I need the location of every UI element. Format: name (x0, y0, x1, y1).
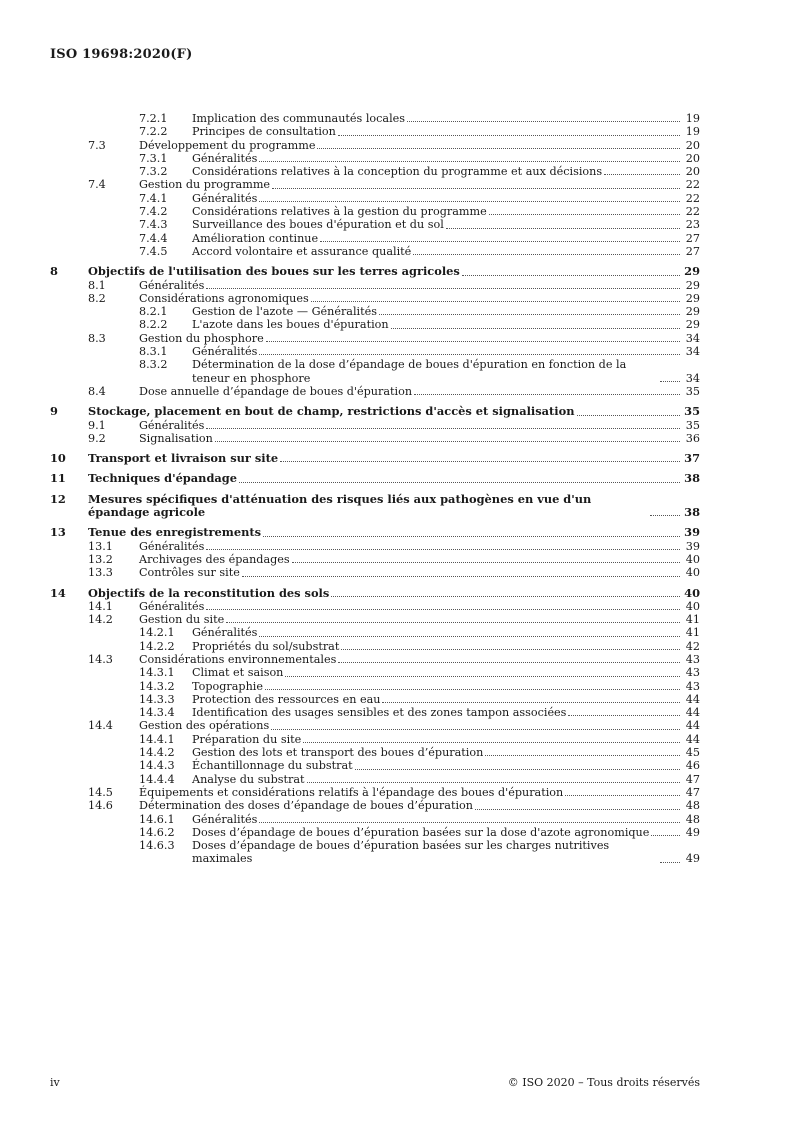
toc-entry-number: 12 (50, 491, 66, 506)
toc-entry-number: 13.3 (88, 566, 113, 580)
toc-entry-number: 11 (50, 471, 66, 486)
toc-entry-page: 48 (685, 799, 700, 813)
toc-entry-title: Principes de consultation (192, 125, 336, 139)
document-header: ISO 19698:2020(F) (50, 47, 193, 62)
dot-leader (265, 689, 680, 690)
toc-entry[interactable] (50, 786, 700, 799)
toc-entry[interactable] (50, 245, 700, 258)
toc-entry[interactable] (50, 719, 700, 732)
toc-entry[interactable] (50, 813, 700, 826)
toc-entry-page: 27 (685, 244, 700, 258)
toc-entry-number: 14.3.3 (139, 692, 175, 706)
toc-entry-title: Échantillonnage du substrat (192, 759, 353, 773)
toc-entry-page: 36 (685, 431, 700, 445)
toc-entry[interactable] (50, 279, 700, 292)
dot-leader (650, 515, 680, 516)
footer-copyright: © ISO 2020 – Tous droits réservés (507, 1076, 700, 1089)
toc-entry[interactable] (50, 165, 700, 178)
dot-leader (311, 301, 680, 302)
toc-entry-page: 20 (685, 165, 700, 179)
toc-entry-number: 8.3.1 (139, 345, 168, 359)
toc-entry-page: 22 (685, 191, 700, 205)
toc-entry[interactable] (50, 600, 700, 613)
toc-entry-number: 14.4.3 (139, 759, 175, 773)
toc-entry-page: 41 (685, 613, 700, 627)
toc-entry-page: 35 (684, 404, 700, 419)
toc-entry-number: 7.4.3 (139, 218, 168, 232)
toc-entry-page: 19 (685, 112, 700, 125)
toc-entry-page: 23 (685, 218, 700, 232)
toc-entry-number: 14.1 (88, 599, 113, 613)
toc-entry-title: Doses d’épandage de boues d’épuration basées sur les charges nutritives maximales (192, 839, 610, 866)
footer-page-number: iv (50, 1076, 60, 1089)
toc-entry[interactable] (50, 345, 700, 358)
toc-entry[interactable] (50, 385, 700, 398)
toc-entry-title: Considérations agronomiques (139, 291, 309, 305)
toc-entry[interactable] (50, 405, 700, 418)
dot-leader (292, 562, 680, 563)
dot-leader (485, 755, 680, 756)
toc-entry-page: 40 (685, 566, 700, 580)
dot-leader (259, 636, 680, 637)
dot-leader (391, 328, 680, 329)
toc-entry-page: 41 (685, 626, 700, 640)
toc-entry[interactable] (50, 493, 700, 520)
toc-entry-number: 8.4 (88, 384, 106, 398)
toc-entry-page: 40 (684, 585, 700, 600)
toc-entry[interactable] (50, 626, 700, 639)
dot-leader (462, 275, 680, 276)
toc-entry-page: 35 (685, 384, 700, 398)
toc-entry[interactable] (50, 432, 700, 445)
toc-entry-title: Gestion des lots et transport des boues d’épuration (192, 746, 484, 760)
dot-leader (475, 809, 680, 810)
toc-entry[interactable] (50, 178, 700, 191)
toc-entry-page: 47 (685, 785, 700, 799)
dot-leader (226, 622, 680, 623)
dot-leader (331, 596, 680, 597)
toc-entry-page: 44 (685, 692, 700, 706)
toc-entry-title: L'azote dans les boues d'épuration (192, 318, 389, 332)
toc-entry-title: Préparation du site (192, 732, 302, 746)
toc-entry-title: Généralités (139, 418, 205, 432)
toc-entry-title: Mesures spécifiques d'atténuation des risques liés aux pathogènes en vue d'un épandage agricole (88, 491, 592, 520)
toc-entry-page: 35 (685, 418, 700, 432)
toc-entry-page: 44 (685, 732, 700, 746)
toc-entry[interactable] (50, 746, 700, 759)
dot-leader (338, 135, 680, 136)
toc-entry[interactable] (50, 706, 700, 719)
toc-entry-number: 8.2.1 (139, 305, 168, 319)
toc-entry-page: 47 (685, 772, 700, 786)
toc-entry-title: Archivages des épandages (139, 552, 290, 566)
toc-entry-number: 14.4.4 (139, 772, 175, 786)
toc-entry[interactable] (50, 452, 700, 465)
toc-entry[interactable] (50, 232, 700, 245)
toc-entry-number: 7.3 (88, 138, 106, 152)
toc-entry-page: 27 (685, 231, 700, 245)
toc-entry-page: 44 (685, 719, 700, 733)
toc-entry-number: 7.3.1 (139, 151, 168, 165)
toc-entry[interactable] (50, 799, 700, 812)
toc-entry[interactable] (50, 192, 700, 205)
toc-entry-number: 10 (50, 451, 66, 466)
toc-entry-page: 29 (685, 318, 700, 332)
toc-entry-page: 29 (684, 264, 700, 279)
dot-leader (259, 822, 680, 823)
toc-entry-title: Détermination des doses d’épandage de boues d’épuration (139, 799, 473, 813)
toc-entry-number: 7.4.4 (139, 231, 168, 245)
toc-entry-title: Objectifs de l'utilisation des boues sur les terres agricoles (88, 264, 460, 279)
dot-leader (272, 188, 680, 189)
toc-entry-number: 9.2 (88, 431, 106, 445)
toc-entry-number: 14.4.2 (139, 746, 175, 760)
toc-entry-title: Généralités (192, 151, 258, 165)
dot-leader (303, 742, 680, 743)
toc-entry[interactable] (50, 566, 700, 579)
toc-entry-number: 9 (50, 404, 58, 419)
toc-entry[interactable] (50, 693, 700, 706)
dot-leader (307, 782, 680, 783)
toc-entry-number: 8.2.2 (139, 318, 168, 332)
toc-entry-title: Tenue des enregistrements (88, 525, 262, 540)
dot-leader (568, 715, 680, 716)
toc-entry-page: 29 (685, 278, 700, 292)
toc-entry-title: Propriétés du sol/substrat (192, 639, 340, 653)
toc-entry[interactable] (50, 839, 700, 866)
toc-entry-title: Dose annuelle d’épandage de boues d'épuration (139, 384, 413, 398)
toc-entry-title: Gestion du programme (139, 178, 271, 192)
toc-entry[interactable] (50, 773, 700, 786)
toc-entry-title: Stockage, placement en bout de champ, restrictions d'accès et signalisation (88, 404, 575, 419)
dot-leader (341, 649, 680, 650)
dot-leader (660, 381, 680, 382)
toc-entry-title: Protection des ressources en eau (192, 692, 381, 706)
dot-leader (263, 536, 680, 537)
toc-entry-number: 14.4.1 (139, 732, 175, 746)
toc-entry-title: Accord volontaire et assurance qualité (192, 244, 412, 258)
dot-leader (338, 662, 680, 663)
toc-entry-title: Climat et saison (192, 666, 284, 680)
toc-entry-number: 14.6.1 (139, 812, 175, 826)
toc-entry-number: 14.2.1 (139, 626, 175, 640)
toc-entry-number: 7.4.5 (139, 244, 168, 258)
toc-entry[interactable] (50, 553, 700, 566)
toc-entry-number: 14.3.1 (139, 666, 175, 680)
dot-leader (239, 482, 680, 483)
dot-leader (271, 729, 680, 730)
dot-leader (242, 576, 680, 577)
toc-entry-title: Signalisation (139, 431, 213, 445)
toc-entry[interactable] (50, 680, 700, 693)
table-of-contents (50, 112, 700, 866)
toc-entry-page: 20 (685, 151, 700, 165)
toc-entry-page: 34 (685, 345, 700, 359)
toc-entry-title: Contrôles sur site (139, 566, 240, 580)
toc-entry[interactable] (50, 587, 700, 600)
dot-leader (259, 354, 680, 355)
toc-entry-title: Doses d’épandage de boues d’épuration basées sur la dose d'azote agronomique (192, 825, 650, 839)
dot-leader (320, 241, 680, 242)
toc-entry[interactable] (50, 292, 700, 305)
toc-entry-number: 14.6.3 (139, 839, 175, 853)
dot-leader (317, 148, 680, 149)
toc-entry[interactable] (50, 205, 700, 218)
toc-entry[interactable] (50, 139, 700, 152)
toc-entry-title: Généralités (139, 539, 205, 553)
toc-entry-title: Gestion des opérations (139, 719, 270, 733)
toc-entry-title: Considérations environnementales (139, 652, 337, 666)
toc-entry-number: 14.5 (88, 785, 113, 799)
toc-entry-page: 34 (685, 331, 700, 345)
toc-entry-page: 48 (685, 812, 700, 826)
toc-entry[interactable] (50, 318, 700, 331)
toc-entry-title: Identification des usages sensibles et des zones tampon associées (192, 706, 567, 720)
toc-entry-title: Gestion du phosphore (139, 331, 264, 345)
toc-entry-title: Généralités (192, 812, 258, 826)
toc-entry[interactable] (50, 666, 700, 679)
dot-leader (651, 835, 680, 836)
toc-entry-number: 14.6 (88, 799, 113, 813)
toc-entry-page: 34 (685, 371, 700, 385)
toc-entry-number: 14.2.2 (139, 639, 175, 653)
toc-entry[interactable] (50, 540, 700, 553)
toc-entry-number: 8.1 (88, 278, 106, 292)
dot-leader (565, 795, 680, 796)
dot-leader (280, 461, 680, 462)
toc-entry-title: Développement du programme (139, 138, 316, 152)
toc-entry[interactable] (50, 613, 700, 626)
toc-entry[interactable] (50, 759, 700, 772)
toc-entry-number: 14 (50, 585, 66, 600)
toc-entry[interactable] (50, 733, 700, 746)
toc-entry-number: 7.4.2 (139, 205, 168, 219)
toc-entry-page: 43 (685, 652, 700, 666)
toc-entry[interactable] (50, 419, 700, 432)
toc-entry-page: 38 (684, 471, 700, 486)
toc-entry-title: Généralités (139, 278, 205, 292)
toc-entry[interactable] (50, 305, 700, 318)
dot-leader (446, 228, 680, 229)
toc-entry-page: 40 (685, 552, 700, 566)
toc-entry-page: 37 (684, 451, 700, 466)
toc-entry[interactable] (50, 640, 700, 653)
toc-entry-page: 46 (685, 759, 700, 773)
toc-entry-title: Généralités (192, 191, 258, 205)
toc-entry-title: Objectifs de la reconstitution des sols (88, 585, 330, 600)
toc-entry-number: 7.2.2 (139, 125, 168, 139)
dot-leader (206, 288, 680, 289)
toc-entry-title: Surveillance des boues d'épuration et du sol (192, 218, 444, 232)
toc-entry-number: 7.2.1 (139, 112, 168, 125)
toc-entry[interactable] (50, 218, 700, 231)
toc-entry-page: 49 (685, 852, 700, 866)
dot-leader (382, 702, 680, 703)
toc-entry-page: 29 (685, 305, 700, 319)
toc-entry-page: 39 (684, 525, 700, 540)
toc-entry-title: Topographie (192, 679, 263, 693)
toc-entry-number: 13.2 (88, 552, 113, 566)
dot-leader (355, 769, 680, 770)
toc-entry-number: 14.3 (88, 652, 113, 666)
toc-entry[interactable] (50, 472, 700, 485)
toc-entry[interactable] (50, 125, 700, 138)
toc-entry-number: 13.1 (88, 539, 113, 553)
dot-leader (379, 314, 680, 315)
toc-entry-number: 14.3.4 (139, 706, 175, 720)
toc-entry-page: 38 (684, 505, 700, 520)
toc-entry-page: 20 (685, 138, 700, 152)
toc-entry-title: Généralités (139, 599, 205, 613)
toc-entry-title: Généralités (192, 626, 258, 640)
toc-entry-number: 8.2 (88, 291, 106, 305)
toc-entry-title: Gestion de l'azote — Généralités (192, 305, 377, 319)
toc-entry-page: 39 (685, 539, 700, 553)
toc-entry[interactable] (50, 526, 700, 539)
dot-leader (413, 254, 680, 255)
toc-entry[interactable] (50, 152, 700, 165)
toc-entry-number: 9.1 (88, 418, 106, 432)
dot-leader (407, 121, 680, 122)
toc-entry-title: Gestion du site (139, 613, 225, 627)
toc-entry-page: 22 (685, 178, 700, 192)
toc-entry-number: 14.6.2 (139, 825, 175, 839)
toc-entry-number: 8.3.2 (139, 358, 168, 372)
dot-leader (206, 549, 680, 550)
dot-leader (414, 394, 680, 395)
toc-entry[interactable] (50, 653, 700, 666)
dot-leader (259, 161, 680, 162)
dot-leader (285, 676, 680, 677)
toc-entry-page: 42 (685, 639, 700, 653)
toc-entry-title: Analyse du substrat (192, 772, 305, 786)
toc-entry-title: Considérations relatives à la conception du programme et aux décisions (192, 165, 603, 179)
dot-leader (206, 428, 680, 429)
toc-entry-page: 49 (685, 825, 700, 839)
toc-entry-page: 19 (685, 125, 700, 139)
toc-entry-number: 7.3.2 (139, 165, 168, 179)
dot-leader (215, 441, 680, 442)
dot-leader (577, 415, 680, 416)
dot-leader (206, 609, 680, 610)
toc-entry-page: 45 (685, 746, 700, 760)
toc-entry-page: 43 (685, 666, 700, 680)
toc-entry-title: Amélioration continue (192, 231, 319, 245)
dot-leader (604, 174, 680, 175)
toc-entry-number: 8.3 (88, 331, 106, 345)
toc-entry[interactable] (50, 265, 700, 278)
toc-entry[interactable] (50, 112, 700, 125)
toc-entry-number: 8 (50, 264, 58, 279)
dot-leader (266, 341, 680, 342)
toc-entry-title: Équipements et considérations relatifs à l'épandage des boues d'épuration (139, 785, 564, 799)
toc-entry-number: 14.2 (88, 613, 113, 627)
toc-entry-page: 29 (685, 291, 700, 305)
toc-entry-page: 43 (685, 679, 700, 693)
dot-leader (660, 862, 680, 863)
toc-entry-page: 22 (685, 205, 700, 219)
toc-entry-title: Techniques d'épandage (88, 471, 237, 486)
toc-entry[interactable] (50, 826, 700, 839)
toc-entry[interactable] (50, 332, 700, 345)
toc-entry-title: Transport et livraison sur site (88, 451, 279, 466)
toc-entry-number: 14.3.2 (139, 679, 175, 693)
toc-entry-title: Détermination de la dose d’épandage de boues d'épuration en fonction de la teneur en phosphore (192, 358, 627, 385)
toc-entry-title: Généralités (192, 345, 258, 359)
dot-leader (259, 201, 680, 202)
toc-entry[interactable] (50, 358, 700, 385)
toc-entry-title: Implication des communautés locales (192, 112, 406, 125)
toc-entry-page: 40 (685, 599, 700, 613)
toc-entry-page: 44 (685, 706, 700, 720)
dot-leader (489, 214, 680, 215)
toc-entry-number: 14.4 (88, 719, 113, 733)
toc-entry-number: 7.4.1 (139, 191, 168, 205)
toc-entry-title: Considérations relatives à la gestion du programme (192, 205, 487, 219)
toc-entry-number: 7.4 (88, 178, 106, 192)
toc-entry-number: 13 (50, 525, 66, 540)
